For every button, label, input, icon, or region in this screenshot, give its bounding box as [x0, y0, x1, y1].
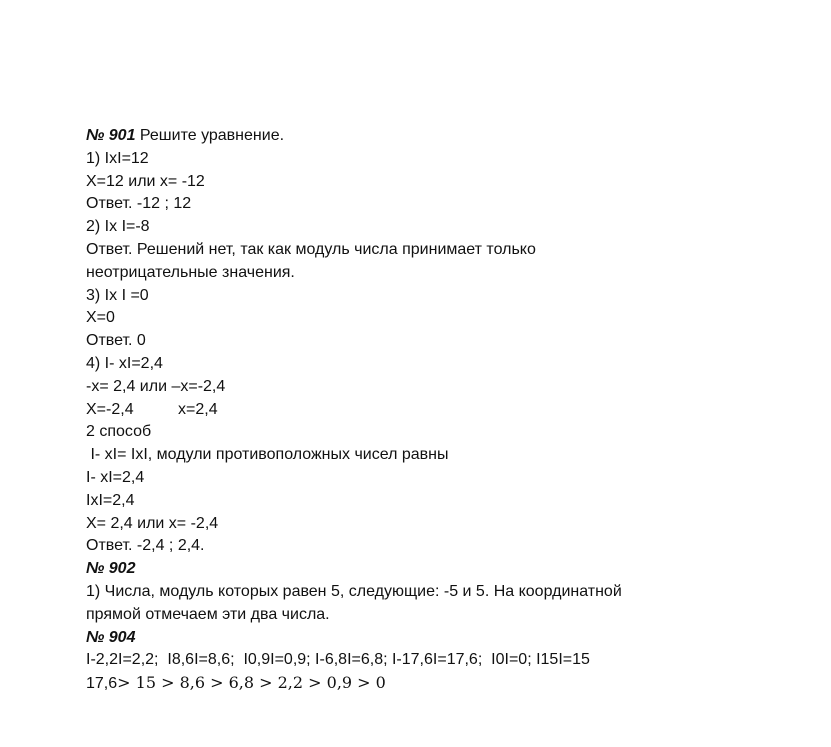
task-901-line: неотрицательные значения.: [86, 263, 295, 281]
task-901-line: 2) Ix I=-8: [86, 218, 150, 236]
task-901-line: IxI=2,4: [86, 491, 135, 509]
inequality-prefix: 17,6: [86, 675, 118, 693]
task-901-line: -x= 2,4 или –x=-2,4: [86, 377, 226, 395]
task-901-line: X=-2,4 x=2,4: [86, 400, 218, 418]
task-901-header: [86, 125, 786, 148]
task-901-line: I- xI= IxI, модули противоположных чисел равны: [86, 446, 449, 464]
task-901-title: Решите уравнение.: [135, 127, 285, 144]
task-901-line: 3) Ix I =0: [86, 286, 149, 304]
task-904-header: № 904: [86, 628, 136, 646]
task-904-line: I-2,2I=2,2; I8,6I=8,6; I0,9I=0,9; I-6,8I=6,8; I-17,6I=17,6; I0I=0; I15I=15: [86, 651, 590, 669]
task-901-line: Ответ. Решений нет, так как модуль числа принимает только: [86, 240, 536, 258]
inequality-chain: > 15 > 8,6 > 6,8 > 2,2 > 0,9 > 0: [117, 673, 386, 693]
document-body: [86, 125, 786, 695]
task-901-line: Ответ. 0: [86, 332, 146, 350]
task-901-line: 2 способ: [86, 423, 152, 441]
task-902-header: № 902: [86, 560, 136, 578]
task-902-line: 1) Числа, модуль которых равен 5, следующие: -5 и 5. На координатной: [86, 582, 622, 600]
task-901-line: I- xI=2,4: [86, 468, 145, 486]
task-901-line: X=0: [86, 309, 115, 327]
task-901-line: 1) IxI=12: [86, 149, 149, 167]
task-901-line: Ответ. -12 ; 12: [86, 195, 192, 213]
task-901-line: Ответ. -2,4 ; 2,4.: [86, 537, 205, 555]
task-901-line: X= 2,4 или x= -2,4: [86, 514, 219, 532]
task-901-line: X=12 или x= -12: [86, 172, 205, 190]
task-901-line: 4) I- xI=2,4: [86, 354, 163, 372]
task-901-number: № 901: [86, 127, 136, 144]
task-904-inequality: [86, 672, 786, 695]
task-902-line: прямой отмечаем эти два числа.: [86, 605, 330, 623]
